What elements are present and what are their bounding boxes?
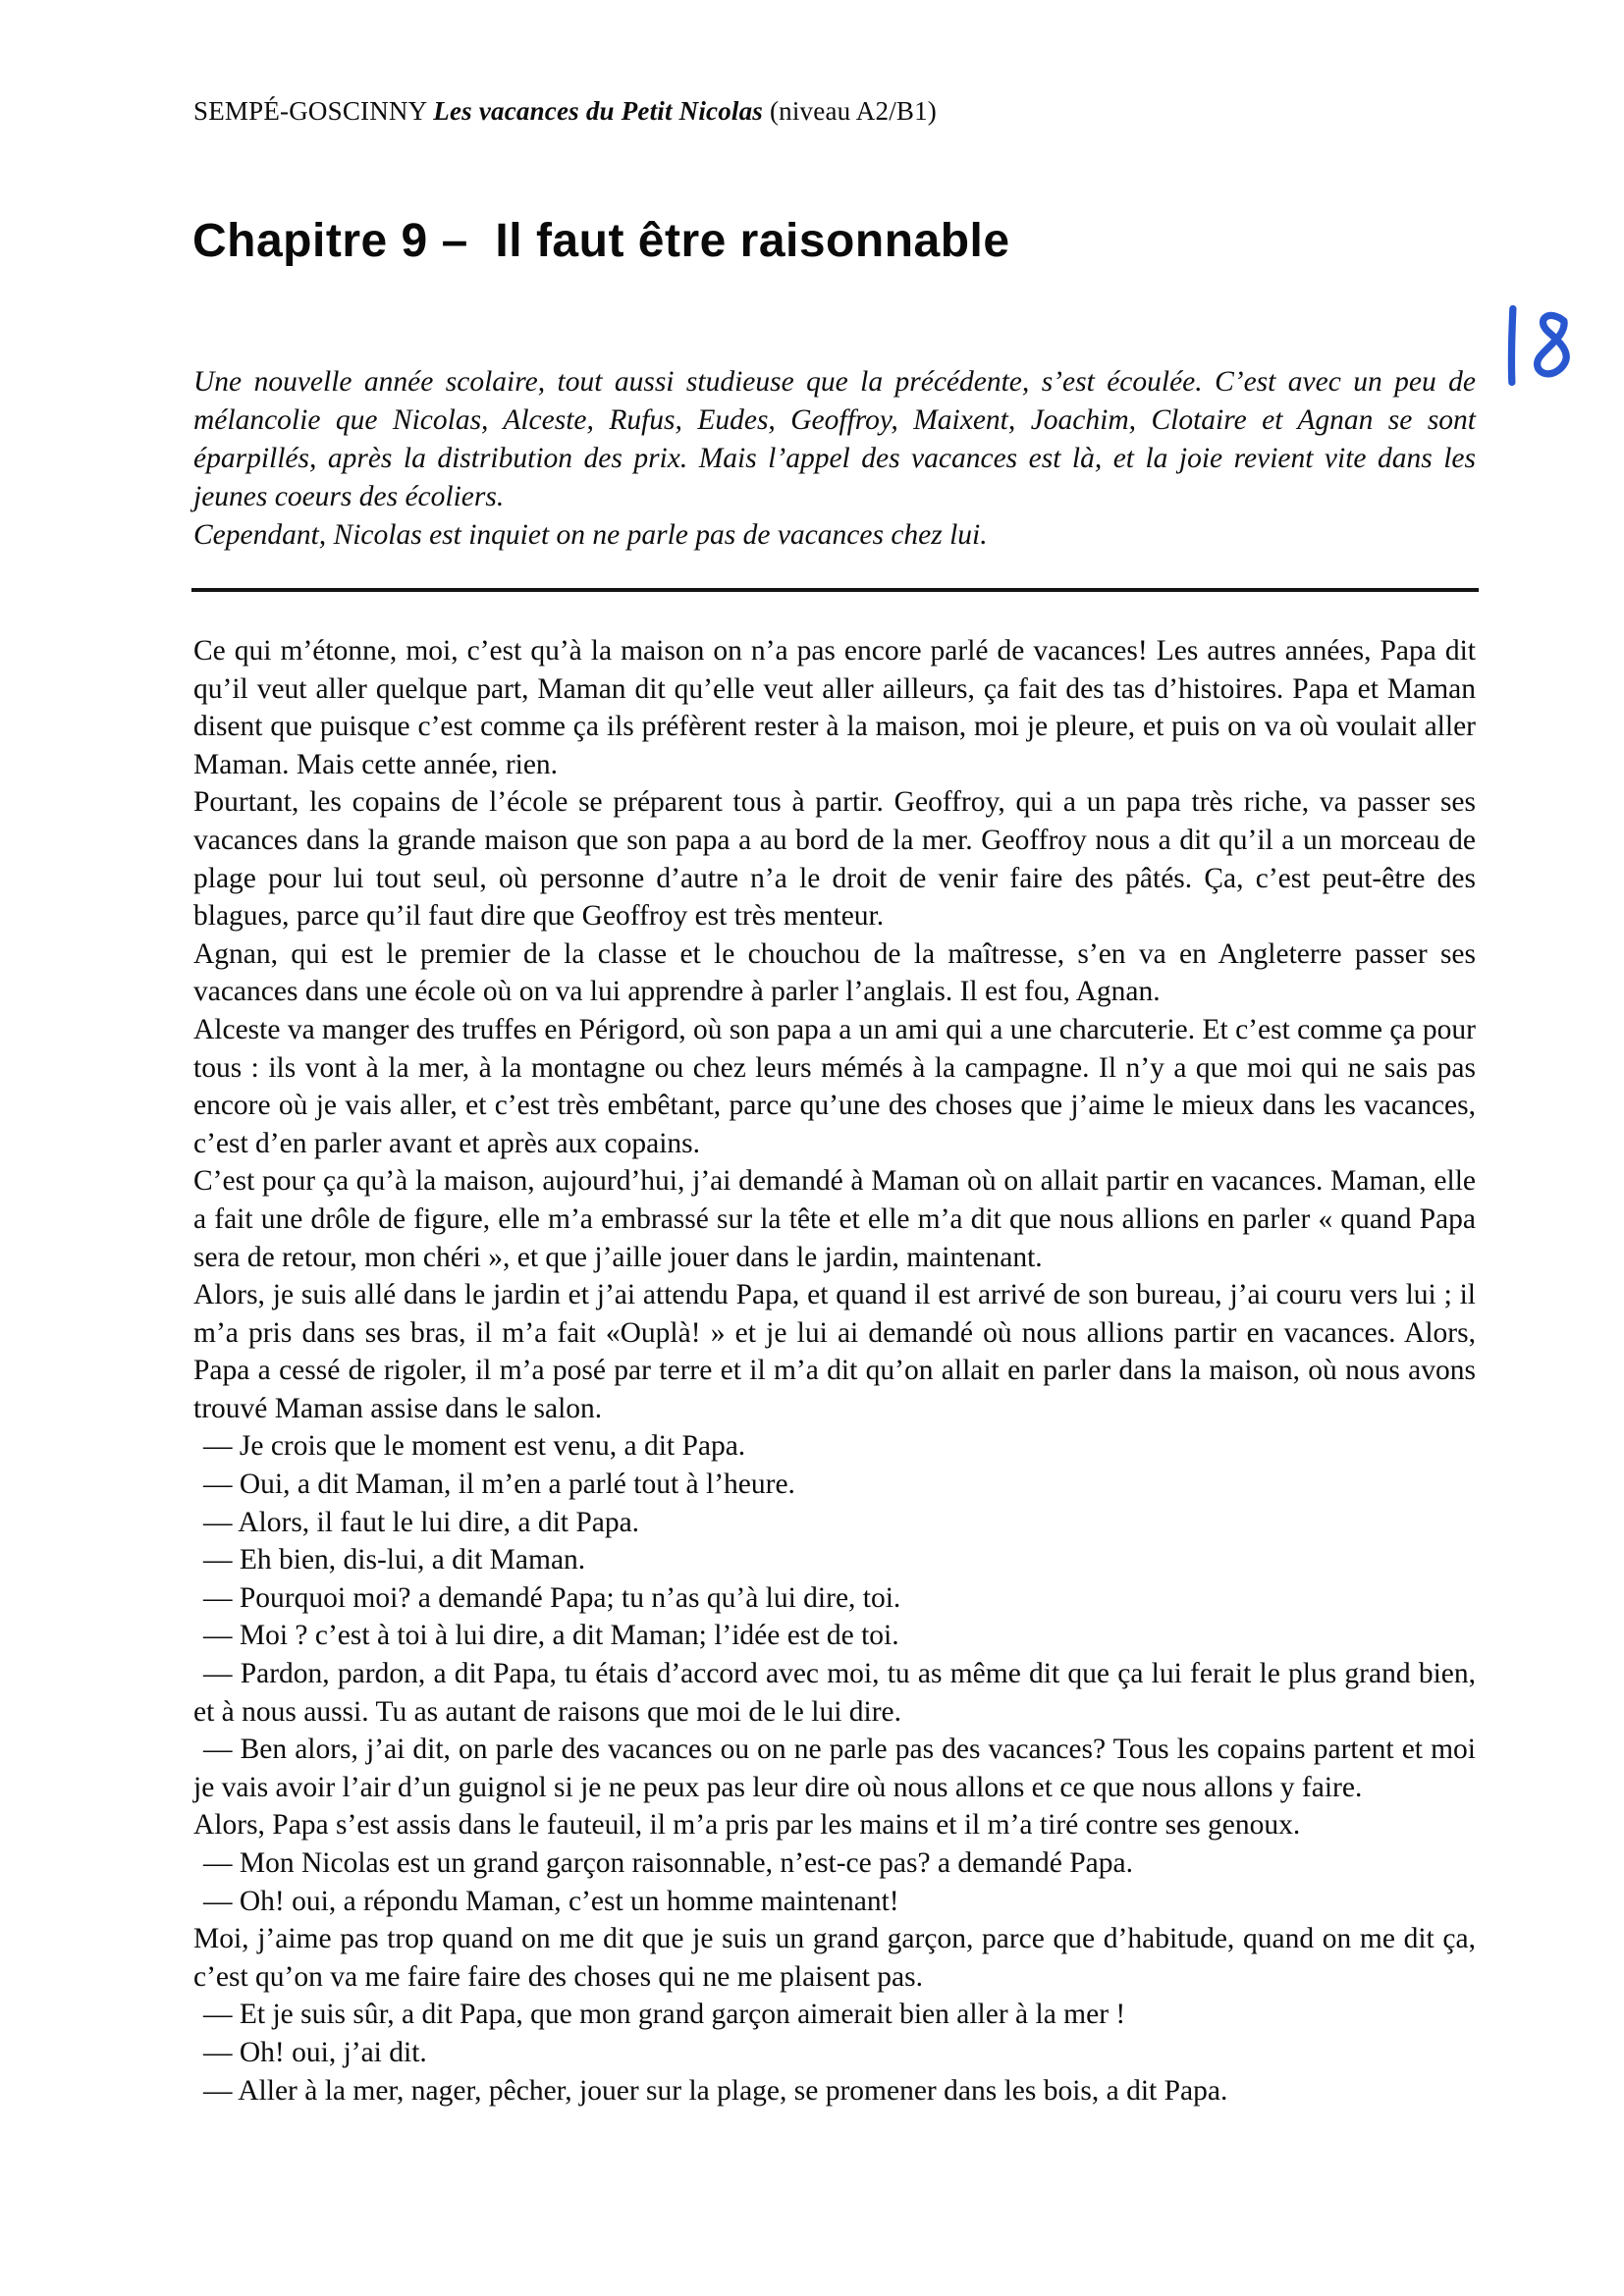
book-title: Les vacances du Petit Nicolas bbox=[433, 96, 764, 126]
body-paragraph: Ce qui m’étonne, moi, c’est qu’à la maison on n’a pas encore parlé de vacances! Les autres années, Papa dit qu’il veut aller quelque part, Maman dit qu’elle veut aller ailleurs, ça fait des tas d’histoires. Papa et Maman disent que puisque c’est comme ça ils préfèrent rester à la maison, moi je pleure, et puis on va où voulait aller Maman. Mais cette année, rien. bbox=[193, 635, 1476, 780]
body-paragraph: Alors, je suis allé dans le jardin et j’ai attendu Papa, et quand il est arrivé de son bureau, j’ai couru vers lui ; il m’a pris dans ses bras, il m’a fait «Ouplà! » et je lui ai demandé où nous allions partir en vacances. Alors, Papa a cessé de rigoler, il m’a posé par terre et il m’a dit qu’on allait en parler dans la maison, où nous avons trouvé Maman assise dans le salon. bbox=[193, 1279, 1476, 1424]
intro-paragraph: Une nouvelle année scolaire, tout aussi studieuse que la précédente, s’est écoulée. C’est avec un peu de mélancolie que Nicolas, Alceste, Rufus, Eudes, Geoffroy, Maixent, Joachim, Clotaire et Agnan se sont éparpillés, après la distribution des prix. Mais l’appel des vacances est là, et la joie revient vite dans les jeunes coeurs des écoliers. bbox=[193, 366, 1476, 512]
body-paragraph: Alors, Papa s’est assis dans le fauteuil, il m’a pris par les mains et il m’a tiré contre ses genoux. bbox=[193, 1809, 1301, 1842]
dialogue-line: — Oh! oui, a répondu Maman, c’est un homme maintenant! bbox=[203, 1885, 899, 1917]
dialogue-line: — Oh! oui, j’ai dit. bbox=[203, 2036, 427, 2068]
dialogue-line: — Mon Nicolas est un grand garçon raisonnable, n’est-ce pas? a demandé Papa. bbox=[203, 1847, 1133, 1879]
dialogue-line: — Aller à la mer, nager, pêcher, jouer sur la plage, se promener dans les bois, a dit Papa. bbox=[203, 2074, 1228, 2107]
dialogue-line: — Eh bien, dis-lui, a dit Maman. bbox=[203, 1544, 586, 1576]
dialogue-line: — Oui, a dit Maman, il m’en a parlé tout à l’heure. bbox=[203, 1468, 795, 1501]
dialogue-line: — Je crois que le moment est venu, a dit Papa. bbox=[203, 1430, 746, 1463]
chapter-title: Chapitre 9 – Il faut être raisonnable bbox=[192, 215, 1010, 267]
running-header bbox=[193, 96, 937, 127]
dialogue-line: — Alors, il faut le lui dire, a dit Papa. bbox=[203, 1506, 640, 1538]
dialogue-line: — Pardon, pardon, a dit Papa, tu étais d’accord avec moi, tu as même dit que ça lui ferait le plus grand bien, et à nous aussi. Tu as autant de raisons que moi de le lui dire. bbox=[193, 1658, 1476, 1728]
author-name: SEMPÉ-GOSCINNY bbox=[193, 96, 427, 126]
handwritten-digit-8-stroke bbox=[1538, 315, 1567, 373]
dialogue-line: — Pourquoi moi? a demandé Papa; tu n’as qu’à lui dire, toi. bbox=[203, 1581, 901, 1614]
intro-section bbox=[193, 363, 1476, 555]
body-paragraph: Alceste va manger des truffes en Périgord, où son papa a un ami qui a une charcuterie. Et c’est comme ça pour tous : ils vont à la mer, à la montagne ou chez leurs mémés à la campagne. Il n’y a que moi qui ne sais pas encore où je vais aller, et c’est très embêtant, parce qu’une des choses que j’aime le mieux dans les vacances, c’est d’en parler avant et après aux copains. bbox=[193, 1013, 1476, 1159]
body-paragraph: Agnan, qui est le premier de la classe et le chouchou de la maîtresse, s’en va en Angleterre passer ses vacances dans une école où on va lui apprendre à parler l’anglais. Il est fou, Agnan. bbox=[193, 937, 1476, 1008]
body-paragraph: C’est pour ça qu’à la maison, aujourd’hui, j’ai demandé à Maman où on allait partir en vacances. Maman, elle a fait une drôle de figure, elle m’a embrassé sur la tête et elle m’a dit que nous allions en parler « quand Papa sera de retour, mon chéri », et que j’aille jouer dans le jardin, maintenant. bbox=[193, 1165, 1476, 1273]
chapter-body bbox=[193, 632, 1476, 2109]
dialogue-line: — Moi ? c’est à toi à lui dire, a dit Maman; l’idée est de toi. bbox=[203, 1620, 899, 1652]
intro-paragraph: Cependant, Nicolas est inquiet on ne parle pas de vacances chez lui. bbox=[193, 519, 988, 551]
handwritten-digit-1-stroke bbox=[1511, 309, 1512, 383]
section-divider bbox=[191, 588, 1479, 592]
body-paragraph: Pourtant, les copains de l’école se préparent tous à partir. Geoffroy, qui a un papa très riche, va passer ses vacances dans la grande maison que son papa a au bord de la mer. Geoffroy nous a dit qu’il a un morceau de plage pour lui tout seul, où personne d’autre n’a le droit de venir faire des pâtés. Ça, c’est peut-être des blagues, parce qu’il faut dire que Geoffroy est très menteur. bbox=[193, 786, 1476, 933]
dialogue-line: — Et je suis sûr, a dit Papa, que mon grand garçon aimerait bien aller à la mer ! bbox=[203, 1999, 1126, 2031]
handwritten-page-number bbox=[1490, 294, 1593, 397]
dialogue-line: — Ben alors, j’ai dit, on parle des vacances ou on ne parle pas des vacances? Tous les copains partent et moi je vais avoir l’air d’un guignol si je ne peux pas leur dire où nous allons et ce que nous allons y faire. bbox=[193, 1734, 1476, 1803]
level-label: (niveau A2/B1) bbox=[769, 96, 937, 126]
body-paragraph: Moi, j’aime pas trop quand on me dit que je suis un grand garçon, parce que d’habitude, quand on me dit ça, c’est qu’on va me faire faire des choses qui ne me plaisent pas. bbox=[193, 1923, 1476, 1993]
